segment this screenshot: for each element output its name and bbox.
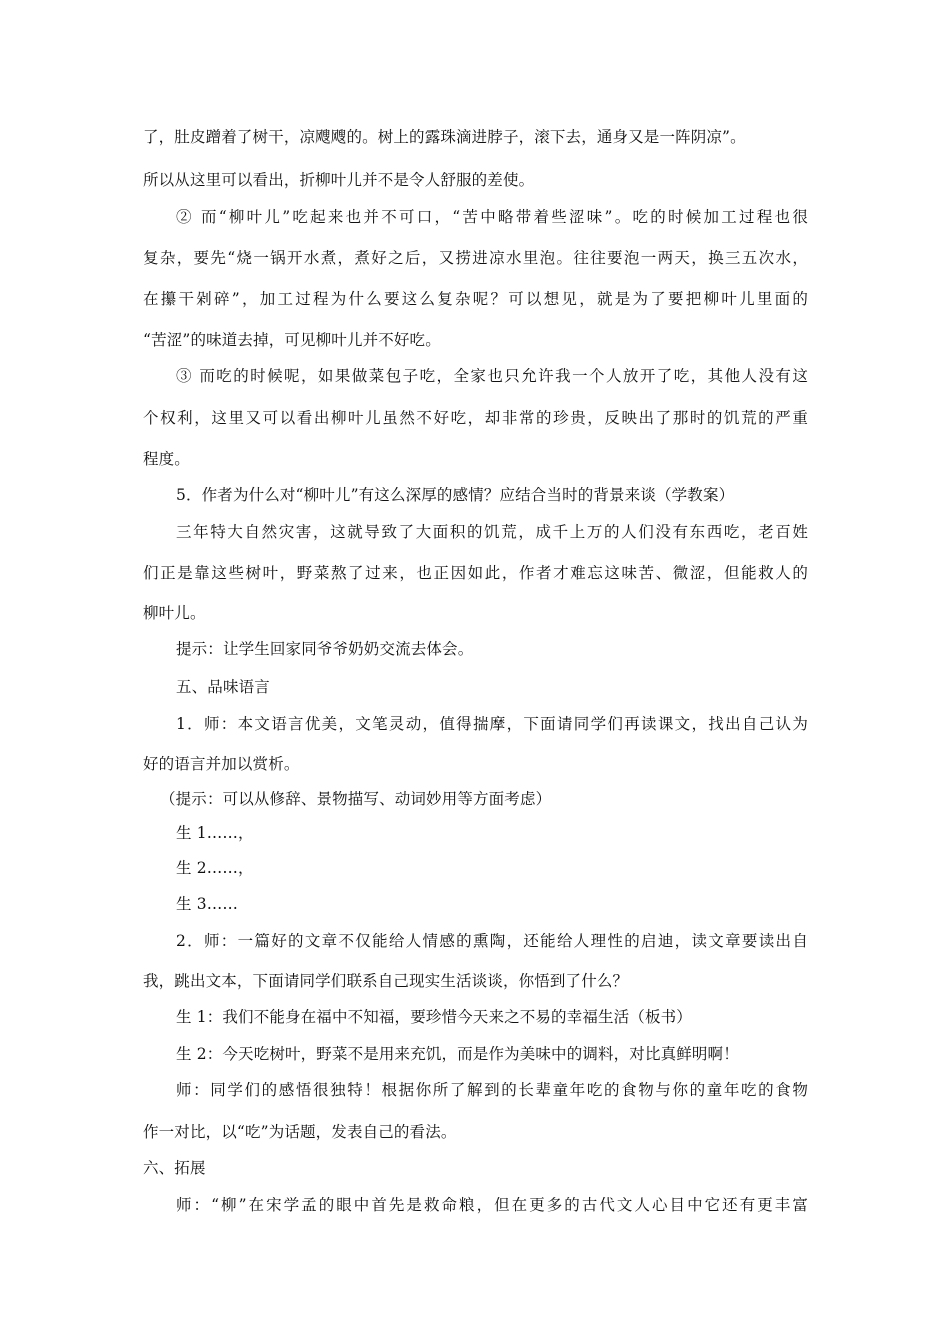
student-answer: 生 1：我们不能身在福中不知福，要珍惜今天来之不易的幸福生活（板书） <box>176 1008 692 1026</box>
text-line: 作一对比，以“吃”为话题，发表自己的看法。 <box>143 1123 457 1141</box>
student-answer: 生 1……， <box>176 824 254 842</box>
text-line: 三年特大自然灾害，这就导致了大面积的饥荒，成千上万的人们没有东西吃，老百姓 <box>176 523 808 541</box>
student-answer: 生 2……， <box>176 859 254 877</box>
text-line: 1．师：本文语言优美，文笔灵动，值得揣摩，下面请同学们再读课文，找出自己认为 <box>176 715 808 733</box>
student-answer: 生 2：今天吃树叶，野菜不是用来充饥，而是作为美味中的调料，对比真鲜明啊！ <box>176 1045 739 1063</box>
text-line: 个权利，这里又可以看出柳叶儿虽然不好吃，却非常的珍贵，反映出了那时的饥荒的严重 <box>143 409 808 427</box>
text-line: 柳叶儿。 <box>143 604 206 622</box>
hint-line: （提示：可以从修辞、景物描写、动词妙用等方面考虑） <box>160 790 552 808</box>
text-line: ③ 而吃的时候呢，如果做菜包子吃，全家也只允许我一个人放开了吃，其他人没有这 <box>176 367 808 385</box>
text-line: 们正是靠这些树叶，野菜熬了过来，也正因如此，作者才难忘这味苦、微涩，但能救人的 <box>143 564 808 582</box>
student-answer: 生 3…… <box>176 895 239 913</box>
hint-line: 提示：让学生回家同爷爷奶奶交流去体会。 <box>176 640 474 658</box>
text-line: 复杂，要先“烧一锅开水煮，煮好之后，又捞进凉水里泡。往往要泡一两天，换三五次水， <box>143 249 808 267</box>
text-line: 在攥干剁碎”，加工过程为什么要这么复杂呢？可以想见，就是为了要把柳叶儿里面的 <box>143 290 808 308</box>
text-line: 好的语言并加以赏析。 <box>143 755 300 773</box>
text-line: 程度。 <box>143 450 190 468</box>
text-line: 我，跳出文本，下面请同学们联系自己现实生活谈谈，你悟到了什么？ <box>143 972 629 990</box>
text-line: ② 而“柳叶儿”吃起来也并不可口，“苦中略带着些涩味”。吃的时候加工过程也很 <box>176 208 808 226</box>
text-line: 师：同学们的感悟很独特！根据你所了解到的长辈童年吃的食物与你的童年吃的食物 <box>176 1081 808 1099</box>
text-line: 了，肚皮蹭着了树干，凉飕飕的。树上的露珠滴进脖子，滚下去，通身又是一阵阴凉”。 <box>143 128 746 146</box>
text-line: 2．师：一篇好的文章不仅能给人情感的熏陶，还能给人理性的启迪，读文章要读出自 <box>176 932 808 950</box>
text-line: “苦涩”的味道去掉，可见柳叶儿并不好吃。 <box>143 331 441 349</box>
question-heading: 5．作者为什么对“柳叶儿”有这么深厚的感情？应结合当时的背景来谈（学教案） <box>176 486 735 504</box>
text-line: 师：“柳”在宋学孟的眼中首先是救命粮，但在更多的古代文人心目中它还有更丰富 <box>176 1196 808 1214</box>
text-line: 所以从这里可以看出，折柳叶儿并不是令人舒服的差使。 <box>143 171 535 189</box>
section-heading: 五、品味语言 <box>176 678 270 696</box>
section-heading: 六、拓展 <box>143 1159 206 1177</box>
